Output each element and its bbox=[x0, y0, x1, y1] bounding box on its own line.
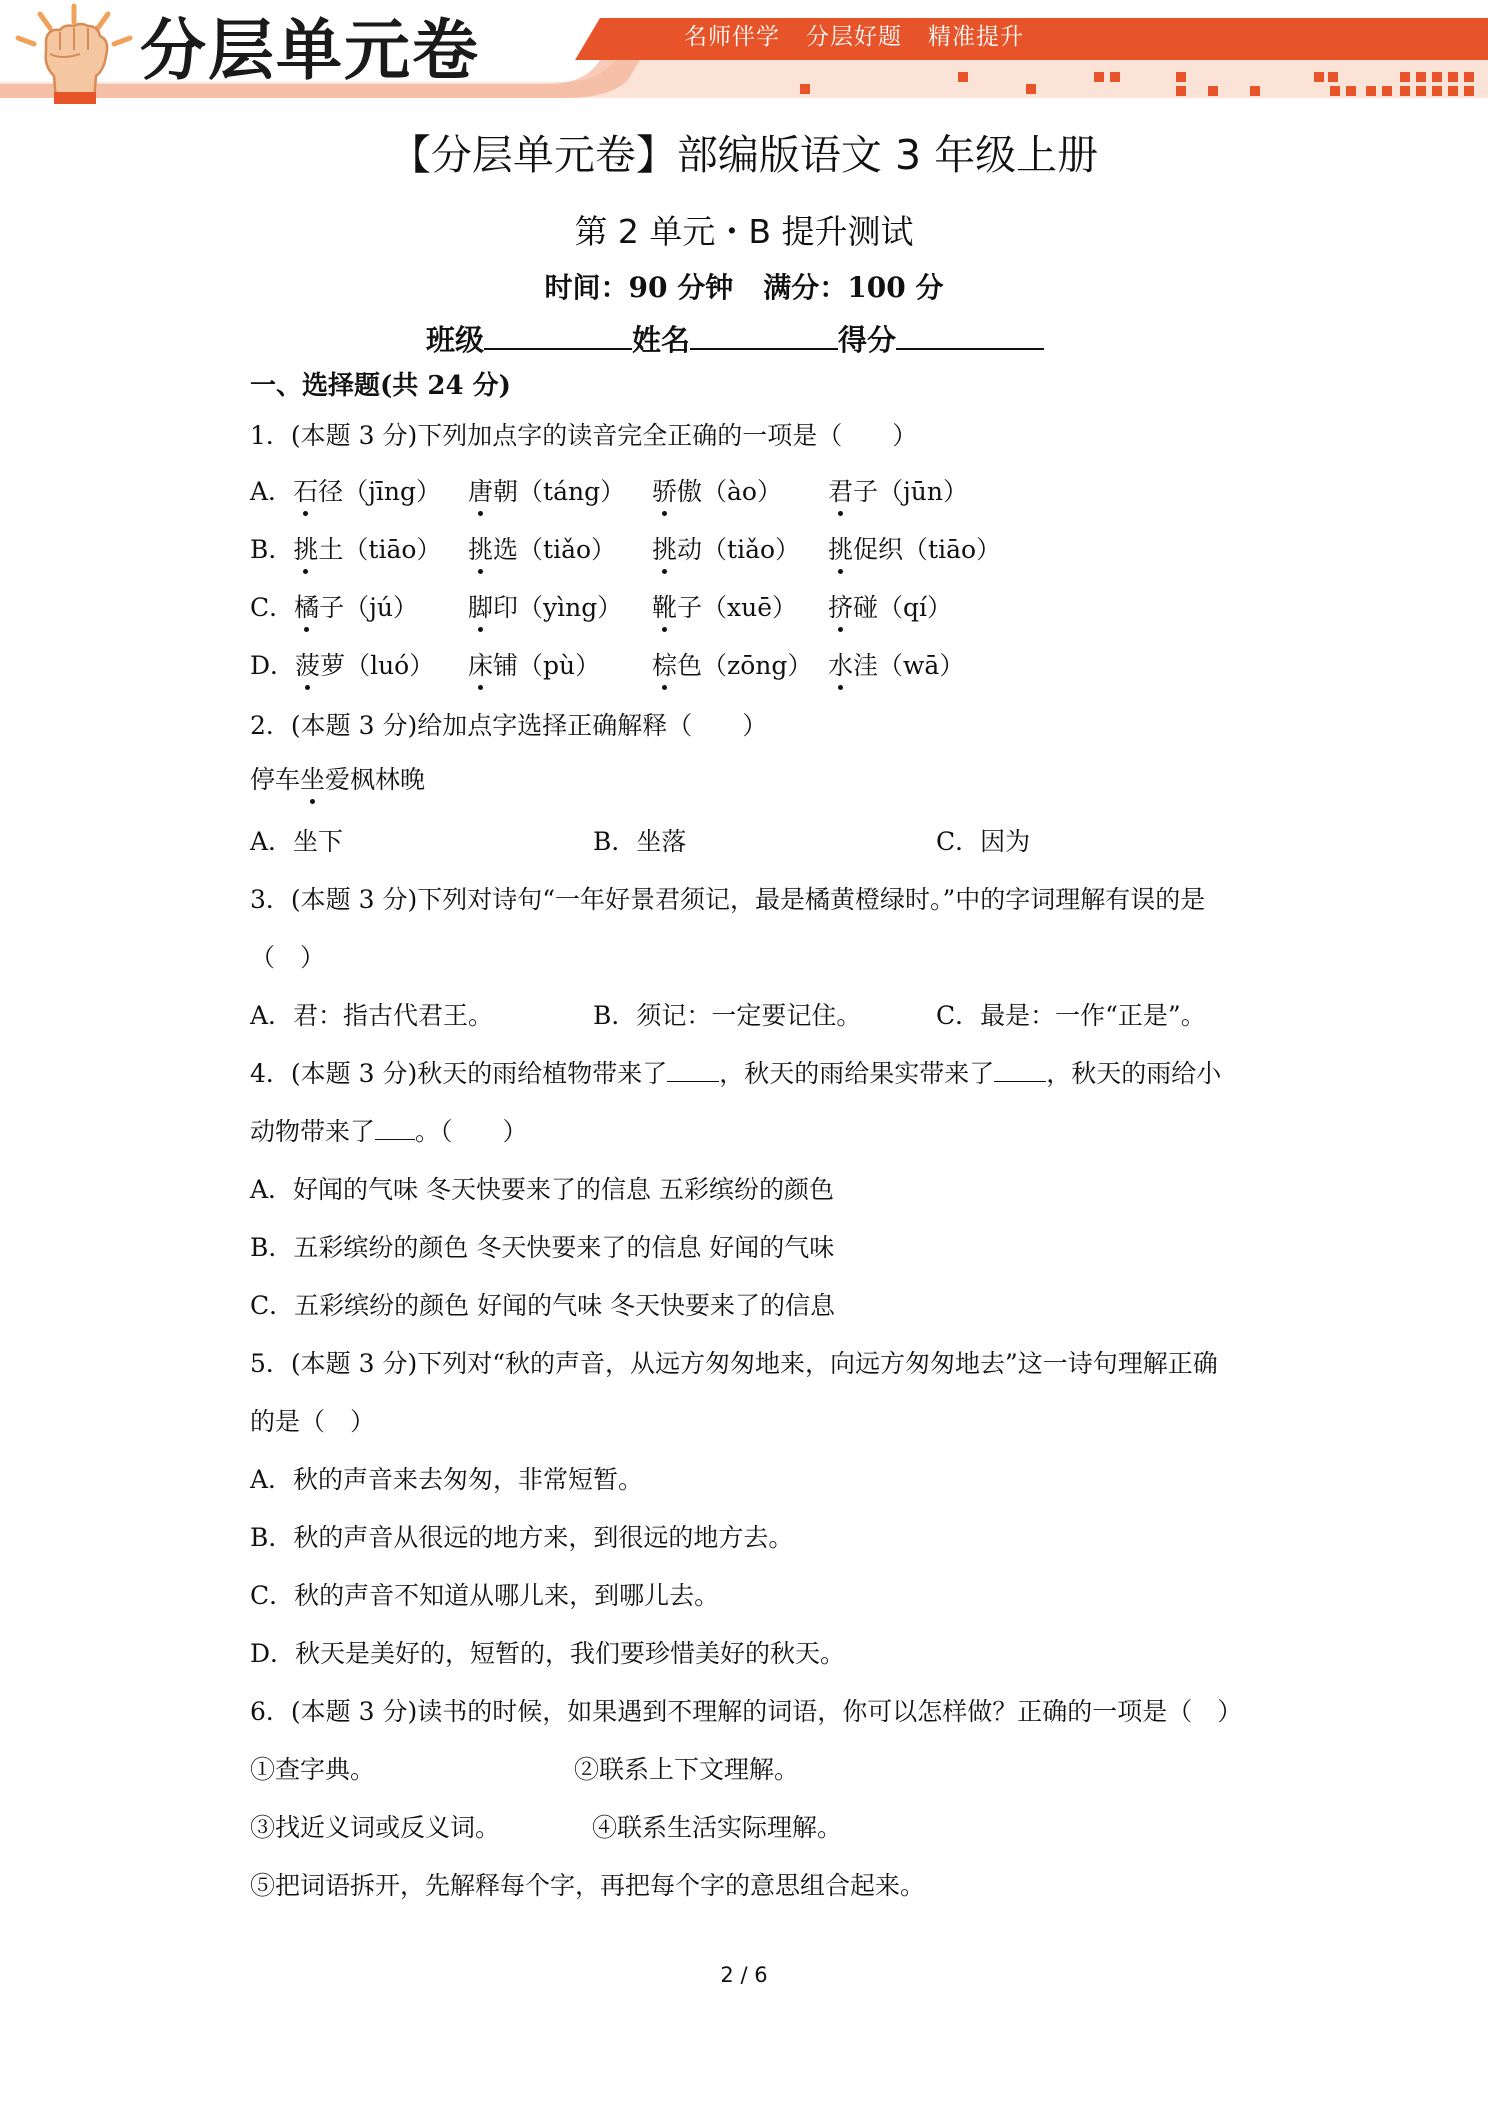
question-4-option-a: A．好闻的气味 冬天快要来了的信息 五彩缤纷的颜色 bbox=[250, 1175, 834, 1204]
dotted-char: 君 bbox=[828, 472, 853, 512]
dotted-char: 菠 bbox=[295, 646, 320, 686]
dotted-char: 橘 bbox=[294, 588, 319, 628]
dotted-char: 挑 bbox=[828, 530, 853, 570]
time-and-score bbox=[0, 266, 1488, 310]
question-1-option-cell: 唐朝（táng） bbox=[468, 472, 625, 512]
question-6-item-2: ②联系上下文理解。 bbox=[574, 1755, 800, 1784]
question-1-stem: 1．(本题 3 分)下列加点字的读音完全正确的一项是（ ） bbox=[250, 421, 918, 450]
question-2-stem: 2．(本题 3 分)给加点字选择正确解释（ ） bbox=[250, 711, 768, 740]
question-3-option-c: C．最是：一作“正是”。 bbox=[936, 1001, 1206, 1030]
question-2-poem: 停车坐爱枫林晚 bbox=[250, 760, 425, 800]
question-3-option-b: B．须记：一定要记住。 bbox=[593, 1001, 862, 1030]
question-2-option-a: A．坐下 bbox=[250, 827, 344, 856]
question-1-option-cell: D．菠萝（luó） bbox=[250, 646, 434, 686]
section-heading: 一、选择题(共 24 分) bbox=[250, 371, 511, 401]
question-1-option-cell: 骄傲（ào） bbox=[652, 472, 782, 512]
dotted-char: 靴 bbox=[652, 588, 677, 628]
question-1-option-cell: 水洼（wā） bbox=[828, 646, 964, 686]
question-6-item-1: ①查字典。 bbox=[250, 1755, 376, 1784]
dotted-char: 挑 bbox=[293, 530, 318, 570]
dotted-char: 唐 bbox=[468, 472, 493, 512]
dotted-char: 挤 bbox=[828, 588, 853, 628]
slogan-item: 分层好题 bbox=[806, 24, 902, 50]
question-4-option-b: B．五彩缤纷的颜色 冬天快要来了的信息 好闻的气味 bbox=[250, 1233, 835, 1262]
question-1-option-cell: 棕色（zōng） bbox=[652, 646, 812, 686]
brand-name: 分层单元卷 bbox=[140, 12, 480, 89]
question-1-option-cell: 挑选（tiǎo） bbox=[468, 530, 616, 570]
name-label: 姓名 bbox=[632, 323, 691, 357]
question-1-option-cell: B．挑土（tiāo） bbox=[250, 530, 441, 570]
question-3-option-a: A．君：指古代君王。 bbox=[250, 1001, 494, 1030]
dotted-char: 棕 bbox=[652, 646, 677, 686]
question-5-option-c: C．秋的声音不知道从哪儿来，到哪儿去。 bbox=[250, 1581, 720, 1610]
header-banner bbox=[0, 0, 1488, 110]
question-4-stem-line2: 动物带来了 。（ ） bbox=[250, 1117, 528, 1146]
question-6-item-5: ⑤把词语拆开，先解释每个字，再把每个字的意思组合起来。 bbox=[250, 1871, 926, 1900]
answer-blank bbox=[667, 1057, 719, 1082]
full-score: 满分：100 分 bbox=[763, 271, 944, 304]
question-2-option-c: C．因为 bbox=[936, 827, 1031, 856]
slogan-item: 精准提升 bbox=[928, 24, 1024, 50]
question-1-option-cell: 挤碰（qí） bbox=[828, 588, 952, 628]
student-info-line bbox=[426, 318, 1044, 362]
question-1-option-cell: 挑促织（tiāo） bbox=[828, 530, 1001, 570]
answer-blank bbox=[375, 1115, 415, 1140]
question-1-option-cell: A．石径（jīng） bbox=[250, 472, 441, 512]
question-1-option-cell: 床铺（pù） bbox=[468, 646, 600, 686]
dotted-char: 骄 bbox=[652, 472, 677, 512]
dotted-char: 挑 bbox=[652, 530, 677, 570]
slogan-group bbox=[684, 20, 1050, 54]
time-limit: 时间：90 分钟 bbox=[544, 271, 734, 304]
question-5-stem-line2: 的是（ ） bbox=[250, 1407, 376, 1436]
score-label: 得分 bbox=[838, 323, 897, 357]
class-blank[interactable] bbox=[484, 318, 632, 350]
dotted-char: 石 bbox=[293, 472, 318, 512]
dotted-char: 挑 bbox=[468, 530, 493, 570]
question-1-option-cell: 脚印（yìng） bbox=[468, 588, 622, 628]
question-1-option-cell: 靴子（xuē） bbox=[652, 588, 797, 628]
dotted-char: 水 bbox=[828, 646, 853, 686]
document-subtitle: 第 2 单元・B 提升测试 bbox=[574, 212, 914, 251]
question-3-stem-line1: 3．(本题 3 分)下列对诗句“一年好景君须记，最是橘黄橙绿时。”中的字词理解有误的是 bbox=[250, 885, 1206, 914]
question-1-option-cell: 挑动（tiǎo） bbox=[652, 530, 800, 570]
question-4-stem-line1: 4．(本题 3 分)秋天的雨给植物带来了 ，秋天的雨给果实带来了 ，秋天的雨给小 bbox=[250, 1059, 1222, 1088]
question-5-option-d: D．秋天是美好的，短暂的，我们要珍惜美好的秋天。 bbox=[250, 1639, 846, 1668]
question-5-option-a: A．秋的声音来去匆匆，非常短暂。 bbox=[250, 1465, 644, 1494]
question-5-stem-line1: 5．(本题 3 分)下列对“秋的声音，从远方匆匆地来，向远方匆匆地去”这一诗句理解正确 bbox=[250, 1349, 1218, 1378]
answer-blank bbox=[994, 1057, 1046, 1082]
question-4-option-c: C．五彩缤纷的颜色 好闻的气味 冬天快要来了的信息 bbox=[250, 1291, 836, 1320]
question-6-stem: 6．(本题 3 分)读书的时候，如果遇到不理解的词语，你可以怎样做？正确的一项是（ ） bbox=[250, 1697, 1243, 1726]
question-2-option-b: B．坐落 bbox=[593, 827, 687, 856]
document-title: 【分层单元卷】部编版语文 3 年级上册 bbox=[389, 131, 1099, 179]
page-number: 2 / 6 bbox=[720, 1963, 768, 1987]
score-blank[interactable] bbox=[896, 318, 1044, 350]
class-label: 班级 bbox=[426, 323, 485, 357]
question-3-stem-line2: （ ） bbox=[250, 943, 326, 972]
slogan-item: 名师伴学 bbox=[684, 24, 780, 50]
question-6-item-4: ④联系生活实际理解。 bbox=[592, 1813, 843, 1842]
dotted-char: 脚 bbox=[468, 588, 493, 628]
dotted-char: 床 bbox=[468, 646, 493, 686]
dotted-char: 坐 bbox=[300, 760, 325, 800]
question-5-option-b: B．秋的声音从很远的地方来，到很远的地方去。 bbox=[250, 1523, 794, 1552]
question-6-item-3: ③找近义词或反义词。 bbox=[250, 1813, 501, 1842]
question-1-option-cell: C．橘子（jú） bbox=[250, 588, 418, 628]
question-1-option-cell: 君子（jūn） bbox=[828, 472, 968, 512]
name-blank[interactable] bbox=[690, 318, 838, 350]
